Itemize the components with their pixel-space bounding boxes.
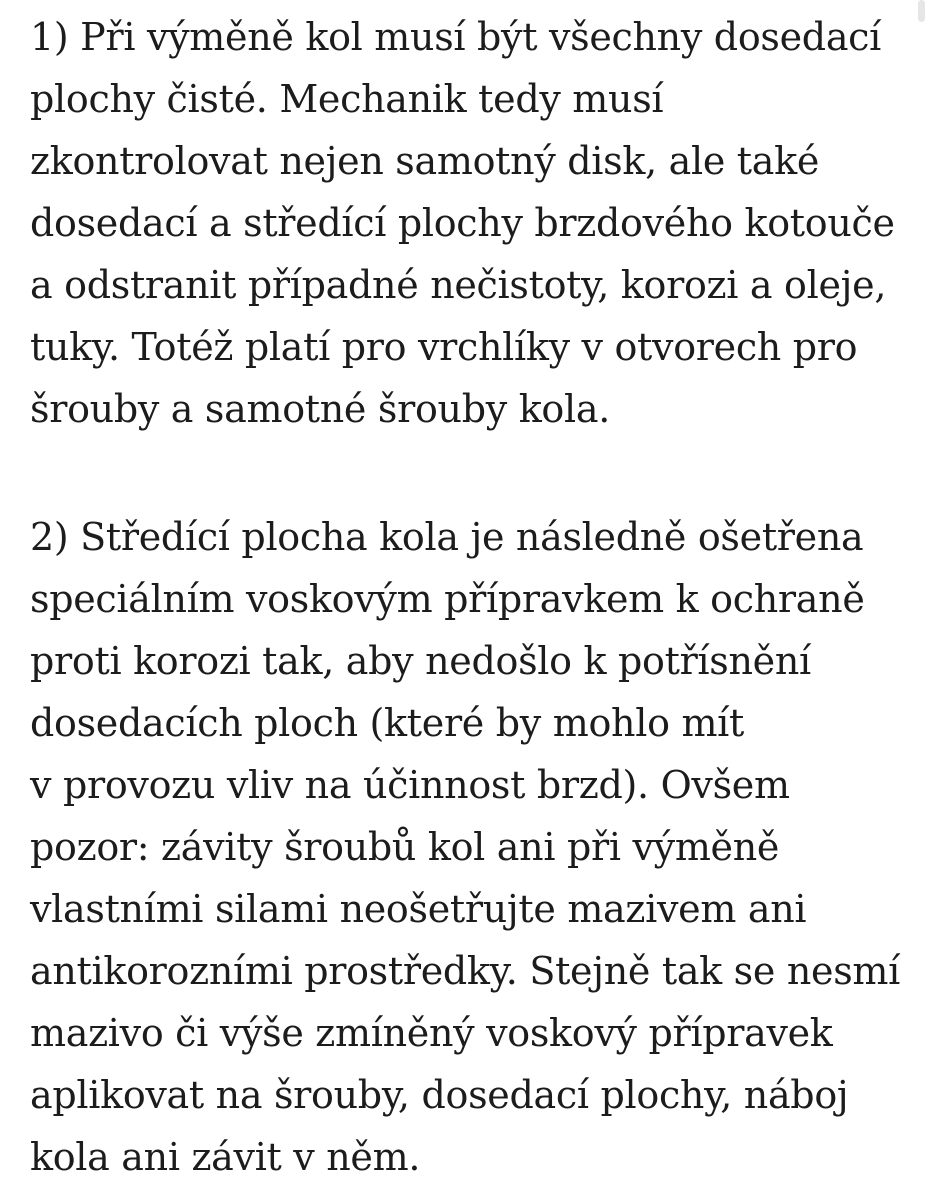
paragraph-1-line: a odstranit případné nečistoty, korozi a oleje,: [30, 263, 887, 307]
paragraph-1-line: šrouby a samotné šrouby kola.: [30, 387, 610, 431]
paragraph-2-line: vlastními silami neošetřujte mazivem ani: [30, 887, 807, 931]
paragraph-2-line: aplikovat na šrouby, dosedací plochy, náboj: [30, 1073, 849, 1117]
paragraph-2-line: kola ani závit v něm.: [30, 1135, 421, 1179]
paragraph-2-line: proti korozi tak, aby nedošlo k potřísnění: [30, 639, 811, 683]
paragraph-2-line: v provozu vliv na účinnost brzd). Ovšem: [30, 763, 790, 807]
paragraph-1-line: zkontrolovat nejen samotný disk, ale také: [30, 139, 820, 183]
scrollbar-track[interactable]: [914, 0, 928, 1200]
paragraph-2-line: speciálním voskovým přípravkem k ochraně: [30, 577, 865, 621]
paragraph-1-line: tuky. Totéž platí pro vrchlíky v otvorech pro: [30, 325, 858, 369]
paragraph-2-line: dosedacích ploch (které by mohlo mít: [30, 701, 745, 745]
paragraph-2-line: mazivo či výše zmíněný voskový přípravek: [30, 1011, 833, 1055]
paragraph-1-line: plochy čisté. Mechanik tedy musí: [30, 77, 664, 121]
scrollbar-thumb[interactable]: [918, 0, 925, 22]
paragraph-spacer: [30, 440, 902, 506]
paragraph-2-line: 2) Středící plocha kola je následně ošetřena: [30, 515, 864, 559]
paragraph-1-line: dosedací a středící plochy brzdového kotouče: [30, 201, 895, 245]
paragraph-1: [30, 0, 902, 440]
paragraph-2: [30, 506, 902, 1188]
paragraph-2-line: pozor: závity šroubů kol ani při výměně: [30, 825, 780, 869]
paragraph-1-line: 1) Při výměně kol musí být všechny dosedací: [30, 15, 882, 59]
paragraph-2-line: antikorozními prostředky. Stejně tak se nesmí: [30, 949, 901, 993]
article-body: [30, 0, 902, 1188]
